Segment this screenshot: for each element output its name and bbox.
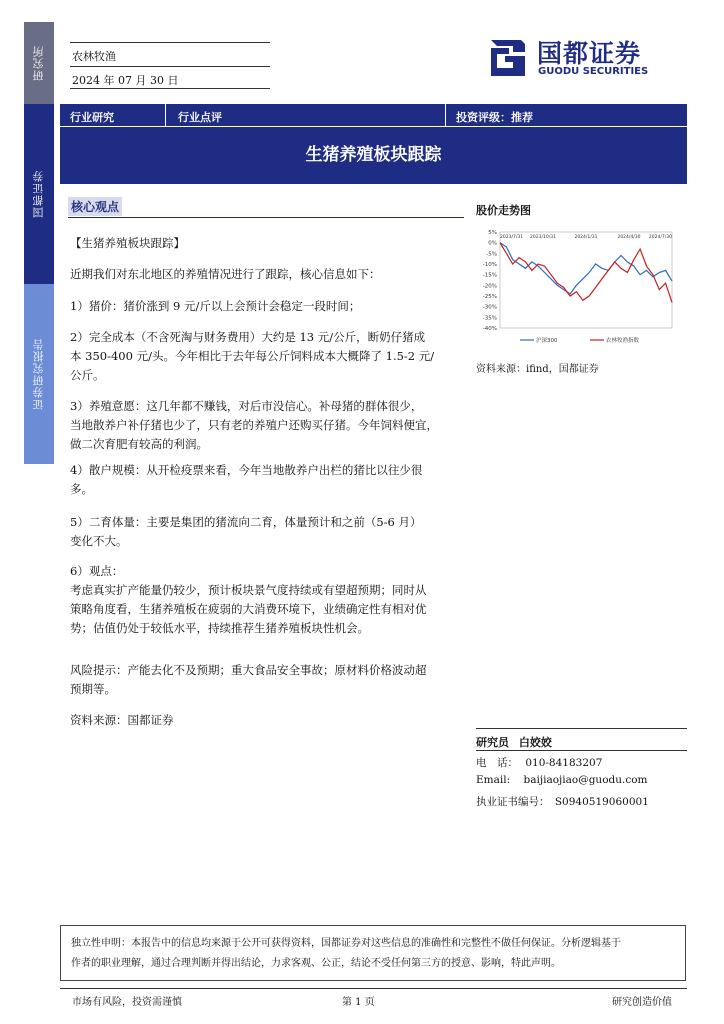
email-value[interactable]: baijiaojiao@guodu.com [523,774,648,786]
y-tick-label: 0% [488,240,497,247]
x-tick-label: 2023/10/31 [530,235,556,240]
y-tick-label: -5% [486,251,497,258]
researcher [476,734,552,750]
series-line-hs300 [500,243,672,294]
section-title: 核心观点 [68,197,122,216]
text-line: 3）养殖意愿：这几年都不赚钱，对后市没信心。补母猪的群体很少， [70,399,423,413]
cert-value: S0940519060001 [554,796,649,808]
x-tick-label: 2024/1/31 [574,235,598,240]
sidebar-research-institute [24,22,54,104]
stock-price-chart [474,224,688,354]
y-tick-label: -30% [482,304,497,311]
x-tick-label: 2024/4/30 [617,235,641,240]
cert-label: 执业证书编号： [476,796,550,808]
chart-source: 资料来源：ifind，国都证券 [476,364,599,375]
paragraph-source [70,711,462,730]
x-tick-label: 2024/7/30 [648,235,672,240]
disclaimer-box [60,925,686,981]
investment-rating: 投资评级：推荐 [456,111,533,124]
report-type: 行业研究 [70,111,114,124]
text-line: 1）猪价：猪价涨到 9 元/斤以上会预计会稳定一段时间； [70,299,361,313]
sidebar-report-type [24,284,54,464]
text-line: 多。 [70,482,93,496]
legend-label: 沪深300 [536,338,558,344]
page-title: 生猪养殖板块跟踪 [305,145,442,165]
text-line: 本 350-400 元/头。今年相比于去年每公斤饲料成本大概降了 1.5-2 元/ [70,349,435,363]
text-line: 6）观点： [70,564,124,578]
text-line: 【生猪养殖板块跟踪】 [70,236,185,250]
disclaimer-line: 独立性申明：本报告中的信息均来源于公开可获得资料，国都证券对这些信息的准确性和完整性不做任何保证。分析逻辑基于 [71,938,621,949]
email-label: Email: [476,774,511,786]
y-tick-label: -20% [482,283,497,290]
researcher-label: 研究员 [476,736,509,749]
paragraph-view [70,562,462,638]
report-date: 2024 年 07 月 30 日 [72,74,179,87]
text-line: 资料来源：国都证券 [70,713,174,727]
text-line: 4）散户规模：从开检疫票来看，今年当地散养户出栏的猪比以往少很 [70,463,423,477]
report-subtype: 行业点评 [178,111,222,124]
paragraph-willingness [70,397,462,454]
sidebar-label-research: 研究所 [32,45,45,81]
y-tick-label: -25% [482,294,497,300]
chart-title: 股价走势图 [476,204,531,217]
logo-text-cn: 国都证券 [537,39,642,68]
footer-right: 研究创造价值 [612,997,672,1008]
text-line: 当地散养户补仔猪也少了，只有老的养殖户还购买仔猪。今年饲料便宜， [70,418,438,432]
paragraph-cost [70,328,462,385]
cert-row [476,794,649,809]
paragraph-intro [70,265,462,284]
y-tick-label: -10% [482,262,497,268]
researcher-name: 白姣姣 [518,736,552,749]
text-line: 势；估值仍处于较低水平，持续推荐生猪养殖板块性机会。 [70,621,369,635]
phone-row [476,755,602,770]
sector-label: 农林牧渔 [72,50,116,63]
phone-label: 电 话： [476,757,518,769]
text-line: 风险提示：产能去化不及预期；重大食品安全事故；原材料价格波动超 [70,663,427,677]
company-logo [485,32,665,82]
sidebar-label-report: 证券研究报告 [32,338,45,410]
text-line: 公斤。 [70,368,105,382]
text-line: 变化不大。 [70,534,128,548]
text-line: 近期我们对东北地区的养殖情况进行了跟踪，核心信息如下： [70,267,381,281]
sidebar-brand [24,104,54,284]
logo-mark-icon [485,34,531,80]
y-tick-label: -40% [482,326,497,332]
text-line: 预期等。 [70,682,116,696]
chart-plot-area [500,232,672,328]
y-tick-label: 5% [488,230,497,236]
text-line: 策略角度看，生猪养殖板在疲弱的大消费环境下，业绩确定性有相对优 [70,602,427,616]
page-number: 第 1 页 [342,997,375,1008]
title-bar [60,104,687,184]
sidebar-label-brand: 国都证券 [32,170,45,218]
text-line: 2）完全成本（不含死淘与财务费用）大约是 13 元/公斤，断奶仔猪成 [70,330,426,344]
x-tick-label: 2023/7/31 [500,235,524,240]
paragraph-scale [70,461,462,499]
paragraph-secondary [70,513,462,551]
disclaimer-line: 作者的职业理解，通过合理判断并得出结论，力求客观、公正，结论不受任何第三方的授意、影响，特此声明。 [71,958,561,969]
y-tick-label: -35% [482,315,497,322]
y-tick-label: -15% [482,272,497,279]
text-line: 5）二育体量：主要是集团的猪流向二育，体量预计和之前（5-6 月） [70,515,422,529]
email-row [476,774,648,786]
legend-label: 农林牧渔指数 [606,338,640,344]
series-line-agri-index [500,243,672,303]
text-line: 做二次育肥有较高的利润。 [70,437,208,451]
text-line: 考虑真实扩产能量仍较少，预计板块景气度持续或有望超预期；同时从 [70,583,427,597]
phone-value: 010-84183207 [525,757,603,769]
paragraph-title [70,234,462,253]
paragraph-risk [70,661,462,699]
logo-text-en: GUODU SECURITIES [538,66,649,77]
paragraph-price [70,297,462,316]
footer-left: 市场有风险，投资需谨慎 [72,997,182,1008]
